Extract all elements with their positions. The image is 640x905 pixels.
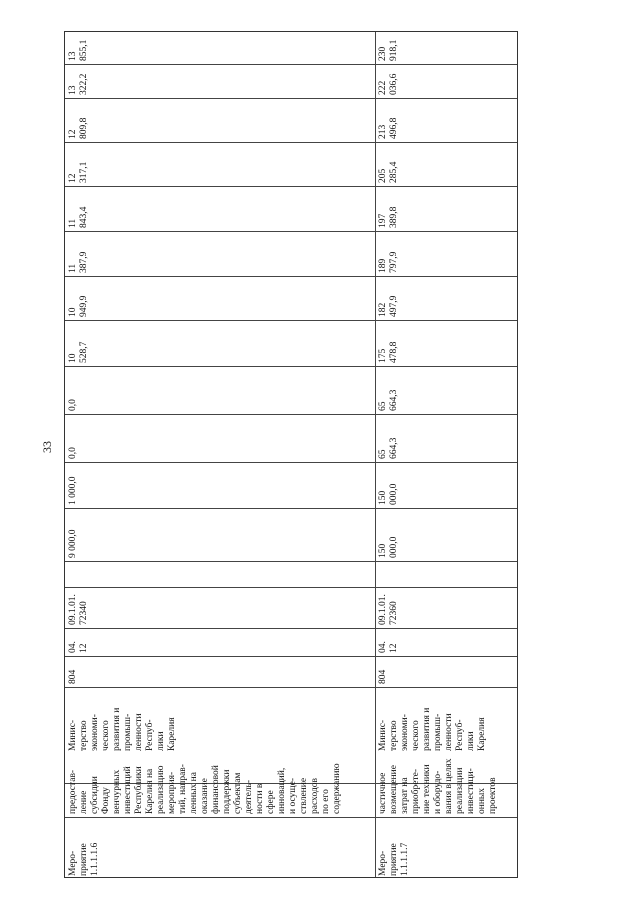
column-separator <box>65 587 517 588</box>
csr-cell: 09.1.01. 72360 <box>378 594 399 625</box>
value-cell: 13 855,1 <box>68 39 89 61</box>
value-cell: 222 036,6 <box>378 73 399 95</box>
value-cell: 197 389,8 <box>378 206 399 228</box>
value-cell: 189 797,9 <box>378 251 399 273</box>
rzpr-cell: 04. 12 <box>378 641 399 653</box>
value-cell: 1 000,0 <box>68 476 78 505</box>
column-separator <box>65 561 517 562</box>
column-separator <box>65 508 517 509</box>
column-separator <box>65 462 517 463</box>
value-cell: 65 664,3 <box>378 389 399 411</box>
row-separator <box>65 817 517 818</box>
name-cell: предостав- ление субсидии Фонду венчурных инвестиций Республики Карелия на реализацию мероприя- тий, направ- ленных на оказание финансовой поддержки субъектам деятель- ности в сфере инноваций, и осуще- ствление расходов по его содержанию <box>68 763 342 814</box>
value-cell: 13 322,2 <box>68 73 89 95</box>
value-cell: 12 317,1 <box>68 161 89 183</box>
value-cell: 9 000,0 <box>68 529 78 558</box>
measure-cell: Меро- приятие 1.1.1.1.6 <box>68 842 100 876</box>
budget-table <box>64 31 518 878</box>
row-separator <box>65 687 517 688</box>
column-separator <box>65 98 517 99</box>
measure-cell: Меро- приятие 1.1.1.1.7 <box>378 842 410 876</box>
value-cell: 12 809,8 <box>68 117 89 139</box>
executor-cell: Минис- терство экономи- ческого развития и промыш- ленности Респуб- лики Карелия <box>378 707 487 751</box>
executor-cell: Минис- терство экономи- ческого развития и промыш- ленности Респуб- лики Карелия <box>68 707 177 751</box>
value-cell: 205 285,4 <box>378 161 399 183</box>
grbs-cell: 804 <box>68 669 78 684</box>
value-cell: 175 478,8 <box>378 341 399 363</box>
value-cell: 0,0 <box>68 399 78 411</box>
value-cell: 10 949,9 <box>68 295 89 317</box>
value-cell: 65 664,3 <box>378 437 399 459</box>
value-cell <box>378 564 516 584</box>
value-cell: 150 000,0 <box>378 536 399 558</box>
value-cell: 10 528,7 <box>68 341 89 363</box>
column-separator <box>65 414 517 415</box>
column-separator <box>65 186 517 187</box>
column-separator <box>65 656 517 657</box>
column-separator <box>65 64 517 65</box>
value-cell: 230 918,1 <box>378 39 399 61</box>
grbs-cell: 804 <box>378 669 388 684</box>
csr-cell: 09.1.01. 72340 <box>68 594 89 625</box>
row-divider <box>375 32 376 877</box>
value-cell <box>68 564 372 584</box>
column-separator <box>65 142 517 143</box>
value-cell: 11 387,9 <box>68 251 89 273</box>
column-separator <box>65 628 517 629</box>
column-separator <box>65 366 517 367</box>
column-separator <box>65 231 517 232</box>
value-cell: 182 497,9 <box>378 295 399 317</box>
value-cell: 213 496,8 <box>378 117 399 139</box>
column-separator <box>65 276 517 277</box>
column-separator <box>65 320 517 321</box>
value-cell: 150 000,0 <box>378 483 399 505</box>
rzpr-cell: 04. 12 <box>68 641 89 653</box>
value-cell: 0,0 <box>68 447 78 459</box>
value-cell: 11 843,4 <box>68 206 89 228</box>
name-cell: частичное возмещение затрат на приобрете- ние техники и оборудо- вания в целях реализации инвестици- онных проектов <box>378 758 498 814</box>
page-number: 33 <box>40 441 54 453</box>
